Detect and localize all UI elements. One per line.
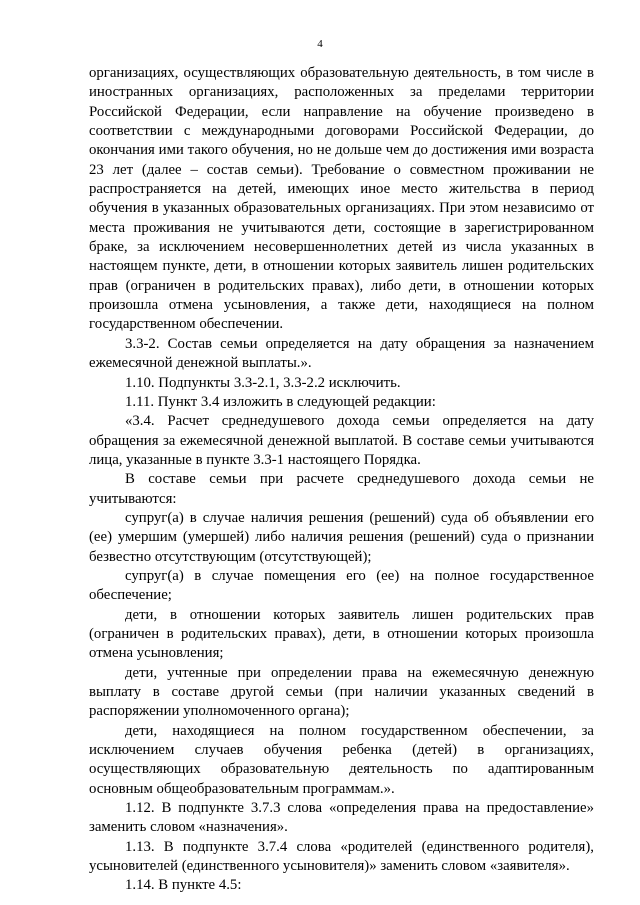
paragraph-children-deprived-rights: дети, в отношении которых заявитель лишен родительских прав (ограничен в родительских правах), дети, в отношении которых произошла отмена усыновления; bbox=[89, 606, 594, 662]
paragraph-1-11: 1.11. Пункт 3.4 изложить в следующей редакции: bbox=[125, 393, 436, 410]
paragraph-3-4: «3.4. Расчет среднедушевого дохода семьи определяется на дату обращения за ежемесячной денежной выплатой. В составе семьи учитываются лица, указанные в пункте 3.3-1 настоящего Порядка. bbox=[89, 413, 594, 468]
paragraph-1-10: 1.10. Подпункты 3.3-2.1, 3.3-2.2 исключить. bbox=[125, 374, 401, 391]
paragraph-children-state-support: дети, находящиеся на полном государственном обеспечении, за исключением случаев обучения ребенка (детей) в организациях, осуществляющих образовательную деятельность по адаптированным основным общеобразовательным программам.». bbox=[89, 722, 594, 797]
paragraph-children-other-family: дети, учтенные при определении права на ежемесячную денежную выплату в составе другой семьи (при наличии указанных сведений в распоряжении уполномоченного органа); bbox=[89, 664, 594, 720]
paragraph-spouse-deceased: супруг(а) в случае наличия решения (решений) суда об объявлении его (ее) умершим (умершей) либо наличия решения (решений) суда о признании безвестно отсутствующим (отсутствующей); bbox=[89, 509, 594, 565]
paragraph-family-exclusions-intro: В составе семьи при расчете среднедушевого дохода семьи не учитываются: bbox=[89, 471, 594, 507]
paragraph-1-14: 1.14. В пункте 4.5: bbox=[125, 877, 242, 894]
document-body bbox=[89, 64, 594, 896]
paragraph-1-12: 1.12. В подпункте 3.7.3 слова «определения права на предоставление» заменить словом «назначения». bbox=[89, 800, 594, 836]
paragraph-continued: организациях, осуществляющих образовательную деятельность, в том числе в иностранных организациях, расположенных за пределами территории Российской Федерации, если направление на обучение произведено в соответствии с международными договорами Российской Федерации, до окончания ими такого обучения, но не дольше чем до достижения ими возраста 23 лет (далее – состав семьи). Требование о совместном проживании не распространяется на детей, имеющих иное место жительства в период обучения в указанных образовательных организациях. При этом независимо от места проживания не учитываются дети, состоящие в зарегистрированном браке, за исключением несовершеннолетних детей из числа указанных в настоящем пункте, дети, в отношении которых заявитель лишен родительских прав (ограничен в родительских правах), либо дети, в отношении которых произошла отмена усыновления, а также дети, находящиеся на полном государственном обеспечении. bbox=[89, 65, 594, 333]
paragraph-3-3-2: 3.3-2. Состав семьи определяется на дату обращения за назначением ежемесячной денежной выплаты.». bbox=[89, 335, 594, 372]
page-number: 4 bbox=[317, 38, 323, 50]
paragraph-1-13: 1.13. В подпункте 3.7.4 слова «родителей (единственного родителя), усыновителей (единственного усыновителя)» заменить словом «заявителя». bbox=[89, 838, 594, 875]
paragraph-spouse-state-care: супруг(а) в случае помещения его (ее) на полное государственное обеспечение; bbox=[89, 567, 594, 604]
